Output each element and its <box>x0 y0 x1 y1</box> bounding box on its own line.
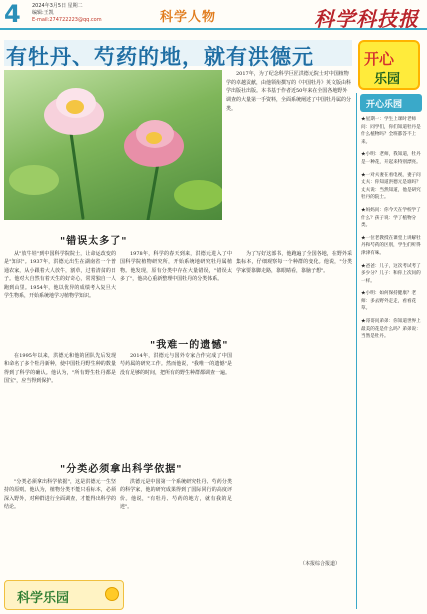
page-header <box>0 0 427 30</box>
sidebar-title-text: 开心乐园 <box>366 100 403 110</box>
column-a: 从"放牛娃"到中国科学院院士，让命运改变的是"知识"。1937年，洪德元出生在湖南省一个普通农家，从小跟着大人放牛，割草，过着清贫的日子。他对大自然有着天生的好奇心，常常独自一人跑到山里。1954年，他以优异的成绩考入复旦大学生物系，开始系统地学习植物学知识。 <box>4 251 116 300</box>
section-title: 科学人物 <box>160 10 217 25</box>
issue-date: 2024年3月5日 星期二 <box>32 3 83 9</box>
sidebar-item: ★妈妈问：你今天在学校学了什么？孩子说：学了植物分类。 <box>361 207 421 229</box>
header-meta <box>32 3 102 24</box>
article-signature: （本报综合报道） <box>300 561 341 567</box>
editor-email: E-mail:274722223@qq.com <box>32 17 102 23</box>
article-title: 有牡丹、芍药的地，就有洪德元 <box>6 45 314 69</box>
sidebar-jokes <box>361 116 423 346</box>
sidebar-item: ★一对夫妻在看电视，妻子问丈夫：你知道洪德元是谁吗？丈夫说：当然知道，他是研究牡丹的院士。 <box>361 172 421 201</box>
column-e: 2014年，洪德元与国外专家合作完成了中国芍药属的研究工作。然而他说，"我唯一的遗憾"是没有足够的时间，把所有的野生种群都调查一遍。 <box>120 353 232 376</box>
smiley-icon <box>105 587 119 601</box>
article-intro: 2017年，为了纪念科学巨匠洪德元院士对中国植物学的卓越贡献，由他领衔撰写的《中国牡丹》英文版由科学出版社出版。本书基于作者近50年来在全国各地野外调查的大量第一手资料，全面系统阐述了中国牡丹属的分类。 <box>226 71 352 112</box>
bottom-badge-text: 科学乐园 <box>17 591 70 606</box>
column-f: "分类必须拿出科学依据"，这是洪德元一生坚持的原则。他认为，植物分类不能只看标本，必须深入野外，对种群进行全面调查，才能得出科学的结论。 <box>4 479 116 511</box>
sidebar-item: ★小明：如何保持健康？老师：多去野外走走，看看花草。 <box>361 291 417 312</box>
sidebar-item: ★小明：老师，我知道，牡丹是一种花，开起来特别漂亮。 <box>361 152 421 165</box>
masthead-logo: 科学科技报 <box>314 7 419 31</box>
sidebar-item: ★爸爸：儿子，这次考试考了多少分？儿子：和你上次问的一样。 <box>361 263 421 284</box>
column-g: 洪德元是中国第一个系统研究牡丹、芍药分类的科学家，他的研究成果得到了国际同行的高度评价。他说，"有牡丹、芍药的地方，就有我的足迹"。 <box>120 479 232 511</box>
column-c: 为了写好这部书，他跑遍了全国各地，在野外采集标本，仔细观察每一个种群的变化。他说，"分类学家要靠脚走路，靠眼睛看，靠脑子想"。 <box>236 251 352 274</box>
column-divider <box>356 93 357 609</box>
page-number: 4 <box>4 0 21 28</box>
peony-photo <box>4 70 222 220</box>
sidebar-item: ★哥哥问弟弟：你知道世界上最美的花是什么吗？弟弟说：当然是牡丹。 <box>361 319 421 340</box>
subheading-1: "错误太多了" <box>60 236 128 247</box>
column-b: 1978年，科学的春天到来，洪德元进入了中国科学院植物研究所，开始系统地研究牡丹属植物。他发现，原有分类中存在大量错误，"错误太多了"，他决心重新整理中国牡丹的分类体系。 <box>120 251 232 283</box>
subheading-3: "分类必须拿出科学依据" <box>60 464 183 475</box>
bottom-badge <box>4 580 124 610</box>
corner-badge-line2: 乐园 <box>374 72 401 87</box>
sidebar-item: ★一位老教授在课堂上讲解牡丹和芍药的区别，学生们听得津津有味。 <box>361 235 421 256</box>
sidebar-title <box>360 94 422 112</box>
sidebar-item: ★星期一：学生上课时老师问：同学们，你们知道牡丹是什么植物吗？全班都答不上来。 <box>361 117 421 145</box>
corner-badge-line1: 开心 <box>364 50 395 68</box>
editor-credit: 编辑:王凯 <box>32 10 54 16</box>
corner-badge <box>358 40 420 90</box>
subheading-2: "我难一的遗憾" <box>150 340 229 351</box>
column-d: 在1995年以来，洪德元和他的团队先后发现和命名了多个牡丹新种，使中国牡丹野生种的数量得到了科学的确认。他认为，"所有野生牡丹都是国宝"，应当得到保护。 <box>4 353 116 385</box>
